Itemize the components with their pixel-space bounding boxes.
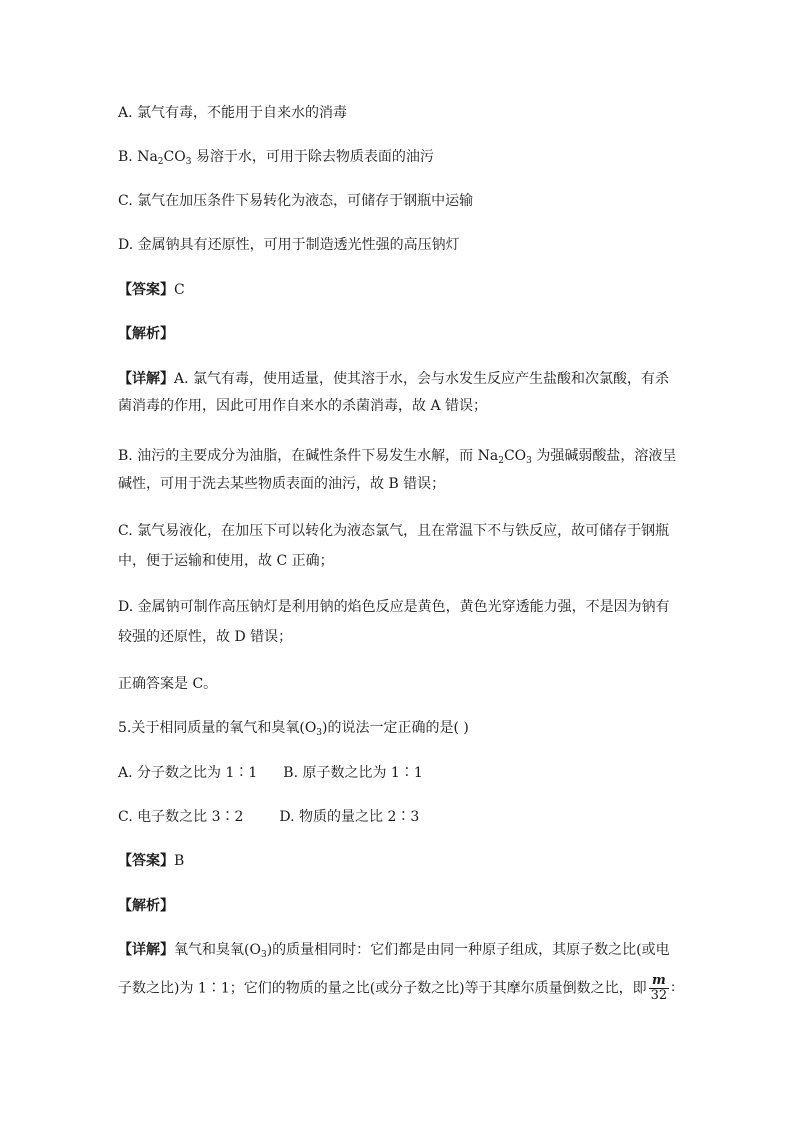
q4-answer xyxy=(118,280,185,300)
q4-analysis-label: 【解析】 xyxy=(118,326,174,342)
detail-label: 【详解】 xyxy=(118,942,174,958)
q4-detail-a-line2: 菌消毒的作用，因此可用作自来水的杀菌消毒，故 A 错误； xyxy=(118,398,488,414)
q5-stem-suffix: )的说法一定正确的是( ) xyxy=(322,720,469,736)
fraction-numerator: m xyxy=(649,974,670,989)
q5-options-row1 xyxy=(118,763,423,783)
q4-option-a: A. 氯气有毒，不能用于自来水的消毒 xyxy=(118,105,348,121)
subscript: 3 xyxy=(316,728,323,738)
q4-option-c: C. 氯气在加压条件下易转化为液态，可储存于钢瓶中运输 xyxy=(118,193,474,209)
subscript: 3 xyxy=(260,950,267,960)
fraction xyxy=(649,974,670,1003)
q5-option-b: B. 原子数之比为 1∶1 xyxy=(283,765,423,781)
q5-answer xyxy=(118,851,184,871)
subscript: 3 xyxy=(526,456,532,466)
subscript: 2 xyxy=(498,456,504,466)
q4-conclusion: 正确答案是 C。 xyxy=(118,676,218,692)
q4-detail-b-line1 xyxy=(118,446,676,466)
q4-detail-b-mid: CO xyxy=(503,448,527,464)
fraction-denominator: 32 xyxy=(650,988,668,1003)
subscript: 3 xyxy=(185,157,192,167)
answer-label: 【答案】 xyxy=(118,282,174,298)
q4-option-d: D. 金属钠具有还原性，可用于制造透光性强的高压钠灯 xyxy=(118,237,460,253)
q4-detail-a-text1: A. 氯气有毒，使用适量，使其溶于水，会与水发生反应产生盐酸和次氯酸，有杀 xyxy=(174,371,670,387)
q5-detail-text2: 子数之比)为 1∶1；它们的物质的量之比(或分子数之比)等于其摩尔质量倒数之比，即 xyxy=(118,980,647,997)
q5-option-d: D. 物质的量之比 2∶3 xyxy=(279,809,420,825)
q5-analysis-label: 【解析】 xyxy=(118,898,174,914)
q4-option-b xyxy=(118,147,434,167)
q5-stem-prefix: 5.关于相同质量的氧气和臭氧(O xyxy=(118,720,317,736)
q5-option-c: C. 电子数之比 3∶2 xyxy=(118,809,244,825)
q4-detail-b-prefix: B. 油污的主要成分为油脂，在碱性条件下易发生水解，而 Na xyxy=(118,448,499,464)
q5-options-row2 xyxy=(118,807,419,827)
q5-detail-suffix: )的质量相同时：它们都是由同一种原子组成，其原子数之比(或电 xyxy=(266,942,670,958)
q4-detail-d-line1: D. 金属钠可制作高压钠灯是利用钠的焰色反应是黄色，黄色光穿透能力强，不是因为钠有 xyxy=(118,599,670,615)
q4-detail-d-line2: 较强的还原性，故 D 错误； xyxy=(118,629,293,645)
q5-detail-prefix: 氧气和臭氧(O xyxy=(174,942,261,958)
q4-option-b-prefix: B. Na xyxy=(118,149,158,165)
q5-option-a: A. 分子数之比为 1∶1 xyxy=(118,765,258,781)
q4-option-b-suffix: 易溶于水，可用于除去物质表面的油污 xyxy=(191,149,434,165)
q5-detail-tail: ∶ xyxy=(671,980,675,997)
answer-value: B xyxy=(174,853,185,869)
detail-label: 【详解】 xyxy=(118,371,174,387)
subscript: 2 xyxy=(157,157,164,167)
q4-detail-b-line2: 碱性，可用于洗去某些物质表面的油污，故 B 错误； xyxy=(118,476,446,492)
q5-detail-line2 xyxy=(118,974,675,1003)
q4-detail-c-line1: C. 氯气易液化，在加压下可以转化为液态氯气，且在常温下不与铁反应，故可储存于钢瓶 xyxy=(118,523,670,539)
q5-detail-line1 xyxy=(118,940,670,960)
q5-stem xyxy=(118,718,469,738)
answer-value: C xyxy=(174,282,185,298)
q4-detail-b-suffix: 为强碱弱酸盐，溶液呈 xyxy=(531,448,677,464)
answer-label: 【答案】 xyxy=(118,853,174,869)
q4-detail-c-line2: 中，便于运输和使用，故 C 正确； xyxy=(118,553,334,569)
q4-option-b-mid: CO xyxy=(163,149,186,165)
q4-detail-a-line1 xyxy=(118,369,669,389)
